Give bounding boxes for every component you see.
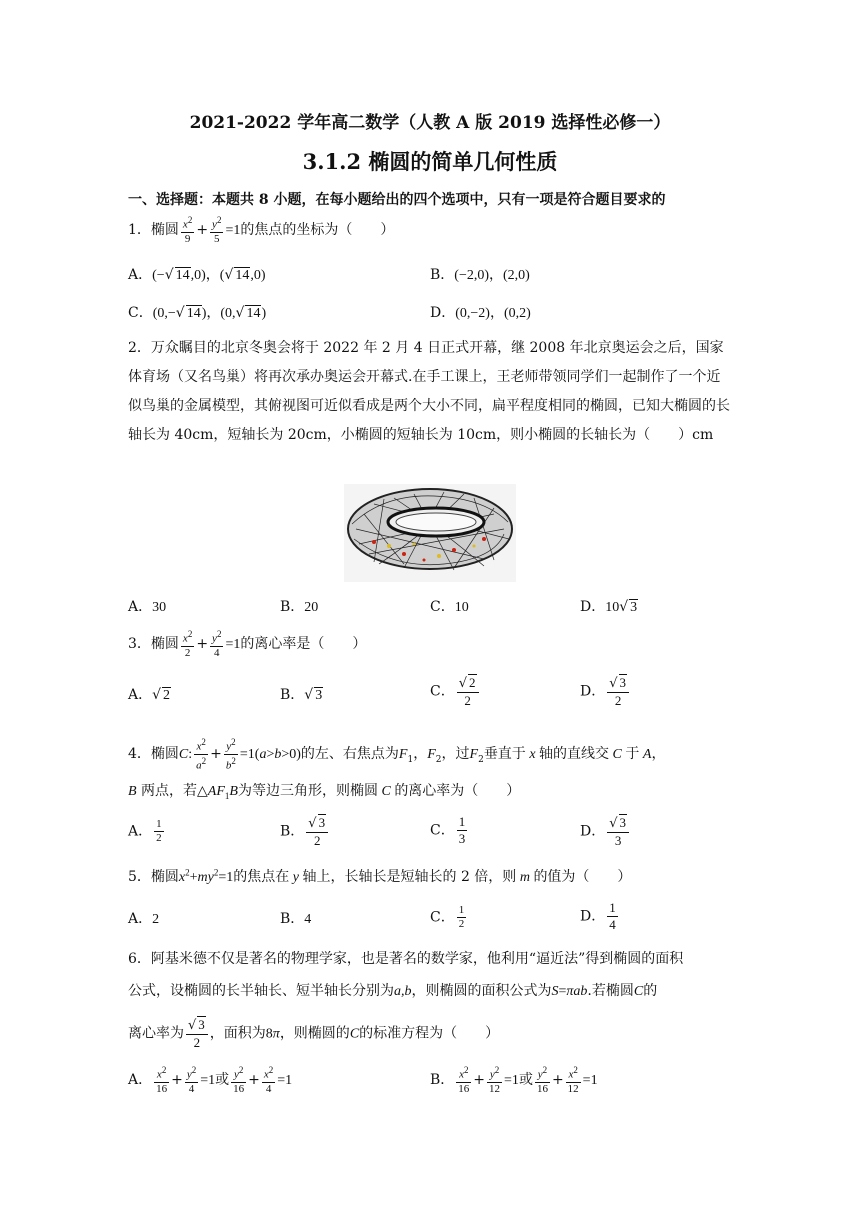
document-subtitle: 3.1.2 椭圆的简单几何性质	[302, 149, 558, 174]
q6-option-b: B． $\frac{x^2}{16}$ + $\frac{y^2}{12}$ =1或 $\frac{y^2}{16}$ + $\frac{x^2}{12}$ =1	[430, 1065, 598, 1095]
question-5-stem: 5．椭圆$x^2+my^2=1$的焦点在 y 轴上，长轴长是短轴长的 2 倍，则 m 的值为（ ）	[128, 867, 632, 885]
q6-option-a: A． $\frac{x^2}{16}$ + $\frac{y^2}{4}$ =1或 $\frac{y^2}{16}$ + $\frac{x^2}{4}$ =1	[128, 1065, 293, 1095]
question-4-stem-2: B 两点，若$\triangle AF_1B$为等边三角形，则椭圆 C 的离心率为（ ）	[128, 783, 521, 801]
document-title: 2021-2022 学年高二数学（人教 A 版 2019 选择性必修一）	[189, 113, 671, 133]
q5-option-a: A．2	[128, 911, 160, 927]
q4-option-a: A． $\frac{1}{2}$	[128, 818, 162, 844]
q3-option-c: C． $\frac{√ 2}{2}$	[430, 674, 481, 709]
question-1-stem: 1．椭圆 $\frac{x^2}{9}$ + $\frac{y^2}{5}$ =1的焦点的坐标为（ ）	[128, 215, 395, 245]
question-3-stem: 3．椭圆 $\frac{x^2}{2}$ + $\frac{y^2}{4}$ =1的离心率是（ ）	[128, 629, 367, 659]
q5-option-c: C． $\frac{1}{2}$	[430, 904, 465, 930]
q2-option-b: B．20	[280, 599, 319, 615]
q3-option-b: B．√ 3	[280, 687, 323, 703]
q1-option-d: D．(0,−2)，(0,2)	[430, 305, 531, 321]
question-2-stem: 2．万众瞩目的北京冬奥会将于 2022 年 2 月 4 日正式开幕，继 2008 年北京奥运会之后，国家体育场（又名鸟巢）将再次承办奥运会开幕式.在手工课上，王老师带领同学们一起制作了一个近似鸟巢的金属模型，其俯视图可近似看成是两个大小不同，扁平程度相同的椭圆，已知大椭圆的长轴长为 40cm，短轴长为 20cm，小椭圆的短轴长为 10cm，则小椭圆的长轴长为（ ）cm	[128, 340, 730, 443]
q1-option-b: B．(−2,0)，(2,0)	[430, 267, 530, 283]
question-6-line-3: 离心率为 $\frac{√ 3}{2}$ ，面积为8π，则椭圆的C的标准方程为（ ）	[128, 1017, 500, 1050]
section-heading: 一、选择题：本题共 8 小题，在每小题给出的四个选项中，只有一项是符合题目要求的	[128, 192, 666, 208]
question-4-stem: 4．椭圆C: $\frac{x^2}{a^2}$ + $\frac{y^2}{b^2}$ =1(a>b>0)的左、右焦点为$F_1$，$F_2$，过$F_2$垂直于 x 轴的直线交 C 于 A，	[128, 737, 666, 772]
question-6-line-1: 6．阿基米德不仅是著名的物理学家，也是著名的数学家，他利用“逼近法”得到椭圆的面积	[128, 951, 684, 967]
q4-option-d: D． $\frac{√ 3}{3}$	[580, 814, 631, 849]
q3-option-a: A．√ 2	[128, 687, 171, 703]
q2-option-c: C．10	[430, 599, 469, 615]
q4-option-c: C． $\frac{1}{3}$	[430, 814, 466, 846]
q1-option-c: C．(0,−√ 14)，(0,√ 14)	[128, 305, 267, 321]
bird-nest-model-image	[344, 484, 516, 582]
question-6-line-2: 公式，设椭圆的长半轴长、短半轴长分别为a,b，则椭圆的面积公式为S=πab.若椭圆C的	[128, 983, 658, 999]
q2-option-d: D．10√ 3	[580, 599, 638, 615]
q1-option-a: A．(−√ 14,0)，(√ 14,0)	[128, 267, 266, 283]
q4-option-b: B． $\frac{√ 3}{2}$	[280, 814, 330, 849]
q5-option-d: D． $\frac{1}{4}$	[580, 900, 616, 932]
q5-option-b: B．4	[280, 911, 312, 927]
q3-option-d: D． $\frac{√ 3}{2}$	[580, 674, 631, 709]
q2-option-a: A．30	[128, 599, 167, 615]
